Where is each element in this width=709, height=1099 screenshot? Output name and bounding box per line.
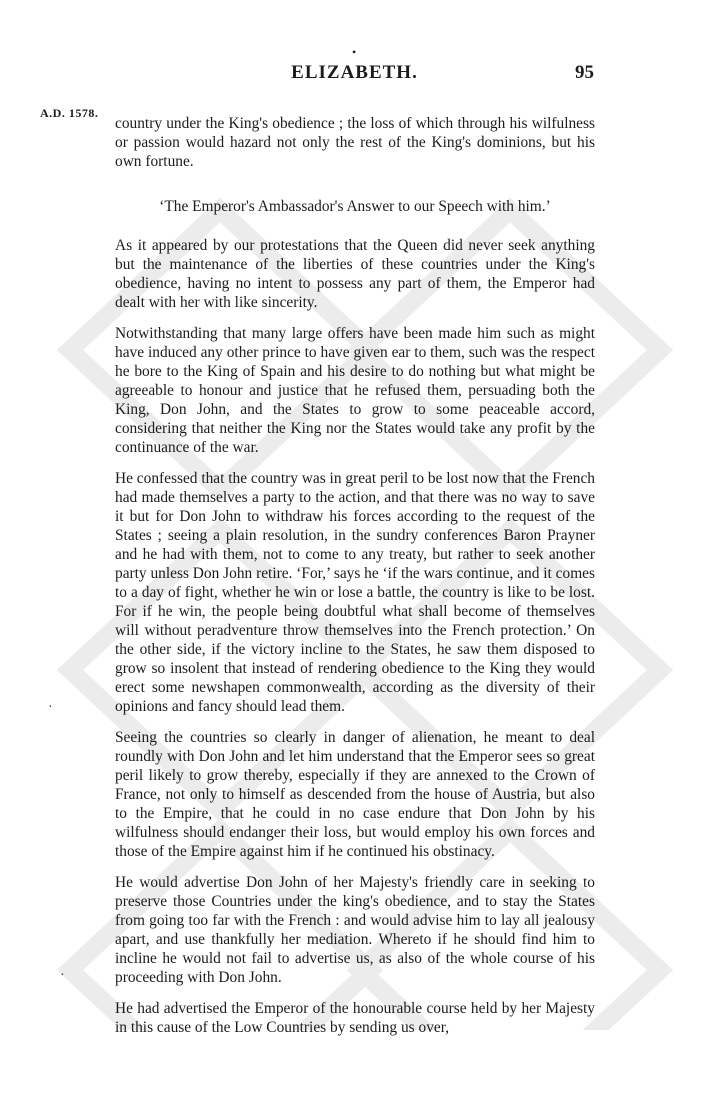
paragraph: As it appeared by our protestations that the Queen did never seek anything but the maintenance of the liberties of these countries under the King's obedience, having no intent to possess any part of them, the Emperor had dealt with her with like sincerity. bbox=[115, 237, 595, 311]
section-heading: ‘The Emperor's Ambassador's Answer to our Speech with him.’ bbox=[159, 198, 551, 215]
paragraph: He had advertised the Emperor of the honourable course held by her Majesty in this cause of the Low Countries by sending us over, bbox=[115, 1000, 595, 1036]
paragraph-continuation: country under the King's obedience ; the loss of which through his wilfulness or passion would hazard not only the rest of the King's dominions, but his own fortune. bbox=[115, 115, 595, 170]
paragraph: Notwithstanding that many large offers have been made him such as might have induced any other prince to have given ear to them, such was the respect he bore to the King of Spain and his desire to do nothing but what might be agreeable to honour and justice that he refused them, persuading both the King, Don John, and the States to grow to some peaceable accord, considering that neither the King nor the States would take any profit by the continuance of the war. bbox=[115, 325, 595, 456]
page-body bbox=[115, 114, 595, 1049]
header-dot: • bbox=[352, 45, 357, 59]
margin-mark: · bbox=[60, 968, 65, 983]
paragraph: He would advertise Don John of her Majesty's friendly care in seeking to preserve those Countries under the king's obedience, and to stay the States from going too far with the French : and would advise him to lay all jealousy apart, and use thankfully her mediation. Whereto if he should find him to incline he would not fail to advertise us, as also of the whole course of his proceeding with Don John. bbox=[115, 874, 595, 986]
paragraph: He confessed that the country was in great peril to be lost now that the French had made themselves a party to the action, and that there was no way to save it but for Don John to withdraw his forces according to the request of the States ; seeing a plain resolution, in the sundry conferences Baron Prayner and he had with them, not to come to any treaty, but rather to seek another party unless Don John retire. ‘For,’ says he ‘if the wars continue, and it comes to a day of fight, whether he win or lose a battle, the country is like to be lost. For if he win, the people being doubtful what shall become of themselves will without peradventure throw themselves into the French protection.’ On the other side, if the victory incline to the States, he saw them disposed to grow so insolent that instead of rendering obedience to the King they would erect some newshapen commonwealth, according as the diversity of their opinions and fancy should lead them. bbox=[115, 470, 595, 715]
running-title: ELIZABETH. bbox=[291, 62, 418, 83]
margin-year: A.D. 1578. bbox=[40, 106, 99, 120]
margin-mark: · bbox=[48, 700, 53, 715]
paragraph: Seeing the countries so clearly in danger of alienation, he meant to deal roundly with Don John and let him understand that the Emperor sees so great peril likely to grow thereby, especially if they are annexed to the Crown of France, not only to himself as descended from the house of Austria, but also to the Empire, that he could in no case endure that Don John by his wilfulness should endanger their loss, but would employ his own forces and those of the Empire against him if he continued his obstinacy. bbox=[115, 729, 595, 860]
page-header bbox=[0, 40, 709, 83]
page-number: 95 bbox=[575, 62, 594, 83]
